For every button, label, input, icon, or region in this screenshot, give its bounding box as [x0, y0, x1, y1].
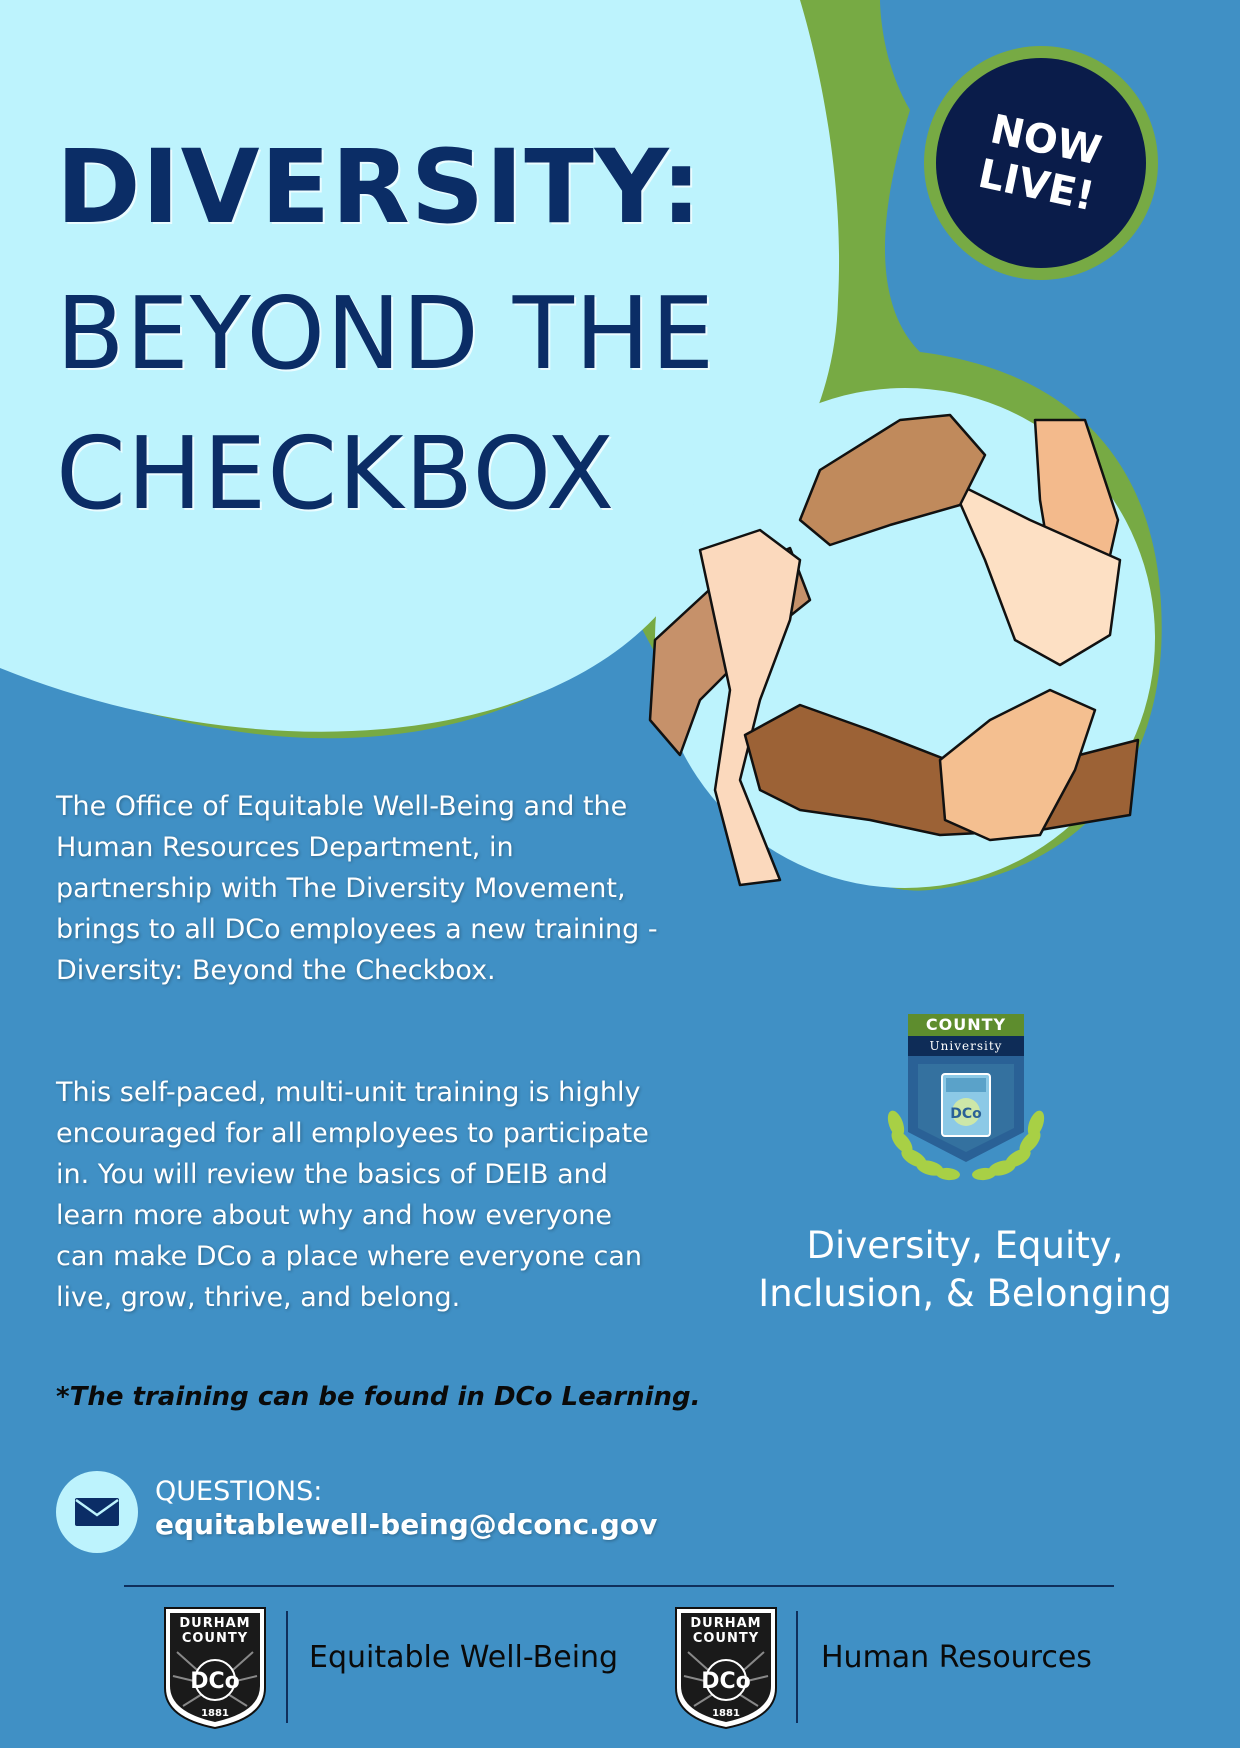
deib-caption: Diversity, Equity, Inclusion, & Belonging	[758, 1224, 1172, 1315]
svg-text:DCo: DCo	[950, 1106, 982, 1122]
seal-year: 1881	[201, 1708, 229, 1719]
training-location-note: *The training can be found in DCo Learning.	[56, 1382, 701, 1412]
title-line-1: DIVERSITY:	[56, 128, 703, 247]
durham-county-seal-logo	[674, 1606, 778, 1730]
footer-divider	[124, 1585, 1114, 1587]
footer-logo-separator	[286, 1611, 288, 1723]
seal-county-text: DURHAM COUNTY	[690, 1616, 762, 1646]
svg-text:DCo: DCo	[190, 1669, 240, 1694]
details-paragraph: This self-paced, multi-unit training is highly encouraged for all employees to participate in. You will review the basics of DEIB and learn more about why and how everyone can make DCo a place where everyone can live, grow, thrive, and belong.	[56, 1077, 649, 1313]
svg-text:DCo: DCo	[701, 1669, 751, 1694]
questions-label: QUESTIONS:	[155, 1476, 323, 1507]
intro-paragraph: The Office of Equitable Well-Being and the Human Resources Department, in partnership with The Diversity Movement, brings to all DCo employees a new training - Diversity: Beyond the Checkbox.	[56, 791, 658, 986]
envelope-icon	[74, 1497, 120, 1527]
now-live-text: NOW LIVE!	[974, 106, 1106, 221]
title-line-3: CHECKBOX	[56, 415, 616, 532]
crest-university-label: University	[908, 1036, 1024, 1056]
seal-year: 1881	[712, 1708, 740, 1719]
contact-icon-circle	[56, 1471, 138, 1553]
footer-logo-separator	[796, 1611, 798, 1723]
seal-county-text: DURHAM COUNTY	[179, 1616, 251, 1646]
now-live-badge	[936, 58, 1146, 268]
contact-email-link[interactable]: equitablewell-being@dconc.gov	[155, 1508, 658, 1541]
county-university-crest	[866, 1012, 1066, 1190]
department-human-resources: Human Resources	[821, 1640, 1092, 1675]
durham-county-seal-logo	[163, 1606, 267, 1730]
department-equitable-well-being: Equitable Well-Being	[309, 1640, 619, 1675]
title-line-2: BEYOND THE	[56, 275, 716, 392]
crest-county-label: COUNTY	[908, 1014, 1024, 1036]
